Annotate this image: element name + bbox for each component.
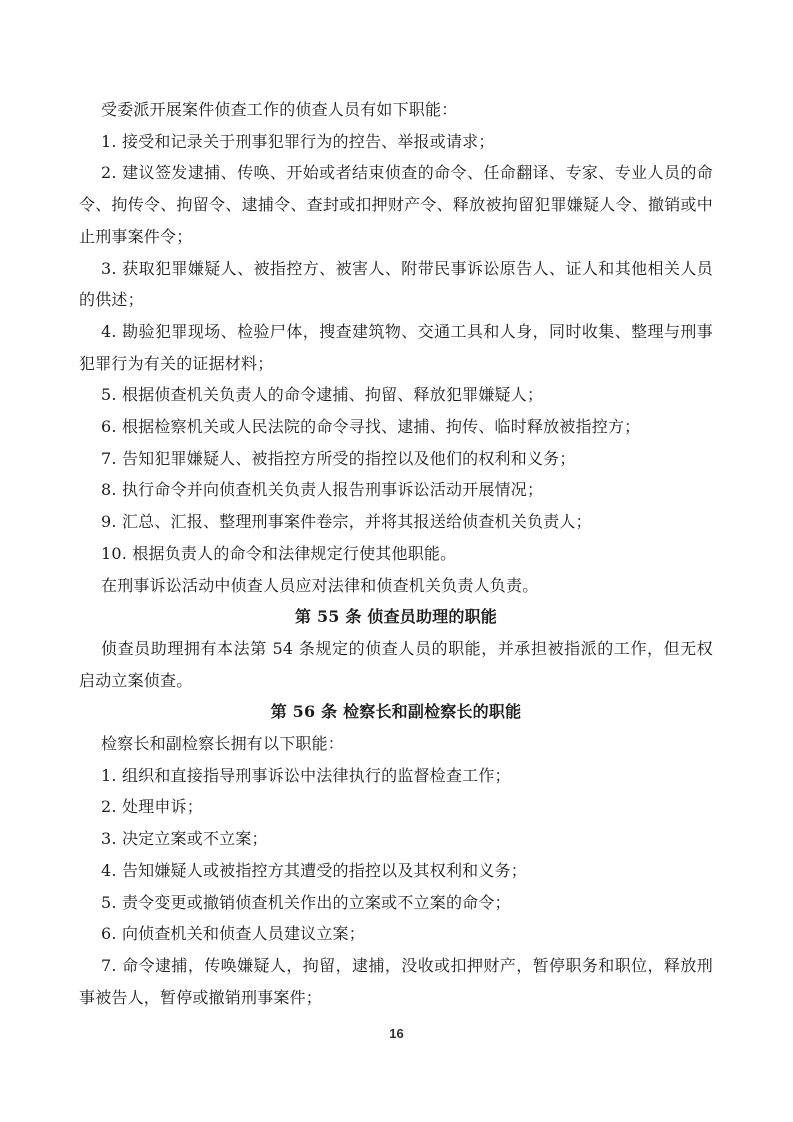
document-content xyxy=(79,94,713,1013)
paragraph: 2. 建议签发逮捕、传唤、开始或者结束侦查的命令、任命翻译、专家、专业人员的命令、拘传令、拘留令、逮捕令、查封或扣押财产令、释放被拘留犯罪嫌疑人令、撤销或中止刑事案件令； xyxy=(79,163,713,246)
paragraph: 5. 根据侦查机关负责人的命令逮捕、拘留、释放犯罪嫌疑人； xyxy=(101,385,544,405)
paragraph: 在刑事诉讼活动中侦查人员应对法律和侦查机关负责人负责。 xyxy=(101,575,539,595)
paragraph: 受委派开展案件侦查工作的侦查人员有如下职能： xyxy=(101,100,458,119)
paragraph: 6. 向侦查机关和侦查人员建议立案； xyxy=(101,924,365,944)
paragraph: 1. 接受和记录关于刑事犯罪行为的控告、举报或请求； xyxy=(101,131,495,151)
paragraph: 9. 汇总、汇报、整理刑事案件卷宗，并将其报送给侦查机关负责人； xyxy=(101,512,592,532)
paragraph: 7. 告知犯罪嫌疑人、被指控方所受的指控以及他们的权利和义务； xyxy=(101,448,576,468)
paragraph: 10. 根据负责人的命令和法律规定行使其他职能。 xyxy=(101,543,457,563)
article-heading: 第 55 条 侦查员助理的职能 xyxy=(295,607,497,627)
paragraph: 检察长和副检察长拥有以下职能： xyxy=(101,734,345,754)
paragraph: 3. 决定立案或不立案； xyxy=(101,829,268,849)
paragraph: 8. 执行命令并向侦查机关负责人报告刑事诉讼活动开展情况； xyxy=(101,480,544,500)
page-number: 16 xyxy=(389,1026,404,1041)
paragraph: 7. 命令逮捕，传唤嫌疑人，拘留，逮捕，没收或扣押财产，暂停职务和职位，释放刑事被告人，暂停或撤销刑事案件； xyxy=(79,955,713,1007)
paragraph: 4. 勘验犯罪现场、检验尸体，搜查建筑物、交通工具和人身，同时收集、整理与刑事犯罪行为有关的证据材料； xyxy=(79,321,713,373)
paragraph: 2. 处理申诉； xyxy=(101,797,203,817)
paragraph: 6. 根据检察机关或人民法院的命令寻找、逮捕、拘传、临时释放被指控方； xyxy=(101,417,641,437)
paragraph: 5. 责令变更或撤销侦查机关作出的立案或不立案的命令； xyxy=(101,892,511,912)
paragraph: 侦查员助理拥有本法第 54 条规定的侦查人员的职能，并承担被指派的工作，但无权启动立案侦查。 xyxy=(79,638,713,690)
paragraph: 1. 组织和直接指导刑事诉讼中法律执行的监督检查工作； xyxy=(101,765,511,785)
article-heading: 第 56 条 检察长和副检察长的职能 xyxy=(270,702,522,722)
paragraph: 3. 获取犯罪嫌疑人、被指控方、被害人、附带民事诉讼原告人、证人和其他相关人员的供述； xyxy=(79,258,713,310)
paragraph: 4. 告知嫌疑人或被指控方其遭受的指控以及其权利和义务； xyxy=(101,860,527,880)
